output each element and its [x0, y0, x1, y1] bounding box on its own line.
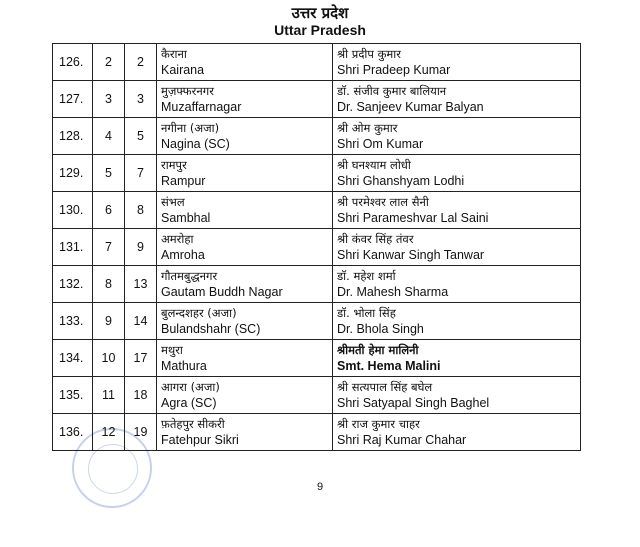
table-row: [53, 192, 581, 229]
state-serial: 2: [93, 44, 125, 81]
constituency-english: Kairana: [161, 62, 205, 77]
candidate-cell: [333, 155, 581, 192]
serial-number: 131.: [53, 229, 93, 266]
candidate-hindi: डॉ. महेश शर्मा: [337, 268, 396, 283]
constituency-english: Gautam Buddh Nagar: [161, 284, 283, 299]
candidate-english: Shri Parameshvar Lal Saini: [337, 210, 489, 225]
serial-number: 129.: [53, 155, 93, 192]
constituency-cell: [157, 414, 333, 451]
candidate-english: Shri Raj Kumar Chahar: [337, 432, 467, 447]
constituency-hindi: आगरा (अजा): [161, 379, 220, 394]
candidate-hindi: श्री प्रदीप कुमार: [337, 46, 401, 61]
constituency-hindi: रामपुर: [161, 157, 187, 172]
serial-number: 133.: [53, 303, 93, 340]
candidate-english: Dr. Mahesh Sharma: [337, 284, 449, 299]
candidate-hindi: श्री राज कुमार चाहर: [337, 416, 420, 431]
table-row: [53, 118, 581, 155]
serial-number: 128.: [53, 118, 93, 155]
candidate-english: Shri Kanwar Singh Tanwar: [337, 247, 485, 262]
candidate-hindi: श्री ओम कुमार: [337, 120, 398, 135]
state-serial: 4: [93, 118, 125, 155]
constituency-cell: [157, 192, 333, 229]
serial-number: 126.: [53, 44, 93, 81]
candidate-table: [52, 43, 581, 451]
constituency-english: Mathura: [161, 358, 207, 373]
constituency-hindi: मुज़फ्फरनगर: [161, 83, 214, 98]
state-serial: 3: [93, 81, 125, 118]
candidate-cell: [333, 340, 581, 377]
constituency-english: Amroha: [161, 247, 205, 262]
constituency-english: Sambhal: [161, 210, 211, 225]
candidate-hindi: डॉ. भोला सिंह: [337, 305, 396, 320]
candidate-english: Shri Om Kumar: [337, 136, 424, 151]
table-row: [53, 266, 581, 303]
constituency-cell: [157, 44, 333, 81]
constituency-cell: [157, 155, 333, 192]
candidate-cell: [333, 414, 581, 451]
state-serial: 9: [93, 303, 125, 340]
state-serial: 12: [93, 414, 125, 451]
constituency-number: 3: [125, 81, 157, 118]
candidate-cell: [333, 44, 581, 81]
state-serial: 10: [93, 340, 125, 377]
serial-number: 136.: [53, 414, 93, 451]
constituency-number: 14: [125, 303, 157, 340]
table-row: [53, 155, 581, 192]
table-row: [53, 377, 581, 414]
constituency-hindi: मथुरा: [161, 342, 183, 357]
constituency-cell: [157, 118, 333, 155]
constituency-number: 9: [125, 229, 157, 266]
constituency-hindi: कैराना: [161, 46, 187, 61]
candidate-hindi: श्री कंवर सिंह तंवर: [337, 231, 414, 246]
constituency-english: Rampur: [161, 173, 206, 188]
table-row: [53, 229, 581, 266]
state-serial: 5: [93, 155, 125, 192]
constituency-number: 17: [125, 340, 157, 377]
candidate-hindi: श्री सत्यपाल सिंह बघेल: [337, 379, 433, 394]
table-row: [53, 44, 581, 81]
constituency-hindi: संभल: [161, 194, 185, 209]
table-row: [53, 303, 581, 340]
table-row: [53, 81, 581, 118]
serial-number: 134.: [53, 340, 93, 377]
constituency-cell: [157, 229, 333, 266]
candidate-cell: [333, 81, 581, 118]
serial-number: 127.: [53, 81, 93, 118]
serial-number: 132.: [53, 266, 93, 303]
candidate-hindi: श्री घनश्याम लोधी: [337, 157, 411, 172]
constituency-hindi: बुलन्दशहर (अजा): [161, 305, 237, 320]
candidate-hindi: श्रीमती हेमा मालिनी: [337, 342, 419, 357]
page-number: 9: [316, 481, 324, 493]
candidate-english: Shri Satyapal Singh Baghel: [337, 395, 490, 410]
constituency-number: 2: [125, 44, 157, 81]
candidate-cell: [333, 303, 581, 340]
candidate-hindi: श्री परमेश्वर लाल सैनी: [337, 194, 429, 209]
serial-number: 130.: [53, 192, 93, 229]
constituency-hindi: नगीना (अजा): [161, 120, 220, 135]
constituency-english: Fatehpur Sikri: [161, 432, 239, 447]
candidate-english: Smt. Hema Malini: [337, 358, 441, 373]
constituency-number: 13: [125, 266, 157, 303]
candidate-cell: [333, 377, 581, 414]
constituency-hindi: अमरोहा: [161, 231, 194, 246]
constituency-hindi: गौतमबुद्धनगर: [161, 268, 218, 283]
candidate-english: Shri Ghanshyam Lodhi: [337, 173, 465, 188]
constituency-english: Nagina (SC): [161, 136, 230, 151]
constituency-number: 18: [125, 377, 157, 414]
constituency-english: Muzaffarnagar: [161, 99, 242, 114]
state-serial: 7: [93, 229, 125, 266]
candidate-cell: [333, 118, 581, 155]
candidate-english: Shri Pradeep Kumar: [337, 62, 451, 77]
state-serial: 8: [93, 266, 125, 303]
constituency-cell: [157, 377, 333, 414]
constituency-cell: [157, 81, 333, 118]
constituency-cell: [157, 303, 333, 340]
constituency-cell: [157, 340, 333, 377]
candidate-english: Dr. Sanjeev Kumar Balyan: [337, 99, 484, 114]
candidate-cell: [333, 229, 581, 266]
constituency-hindi: फ़तेहपुर सीकरी: [161, 416, 225, 431]
constituency-number: 5: [125, 118, 157, 155]
state-serial: 11: [93, 377, 125, 414]
state-title-hindi: उत्तर प्रदेश: [291, 4, 349, 22]
candidate-cell: [333, 192, 581, 229]
constituency-english: Agra (SC): [161, 395, 217, 410]
constituency-cell: [157, 266, 333, 303]
table-row: [53, 340, 581, 377]
constituency-english: Bulandshahr (SC): [161, 321, 261, 336]
state-title-english: Uttar Pradesh: [274, 22, 366, 38]
constituency-number: 8: [125, 192, 157, 229]
candidate-hindi: डॉ. संजीव कुमार बालियान: [337, 83, 447, 98]
table-row: [53, 414, 581, 451]
candidate-cell: [333, 266, 581, 303]
constituency-number: 19: [125, 414, 157, 451]
candidate-english: Dr. Bhola Singh: [337, 321, 424, 336]
state-serial: 6: [93, 192, 125, 229]
serial-number: 135.: [53, 377, 93, 414]
constituency-number: 7: [125, 155, 157, 192]
